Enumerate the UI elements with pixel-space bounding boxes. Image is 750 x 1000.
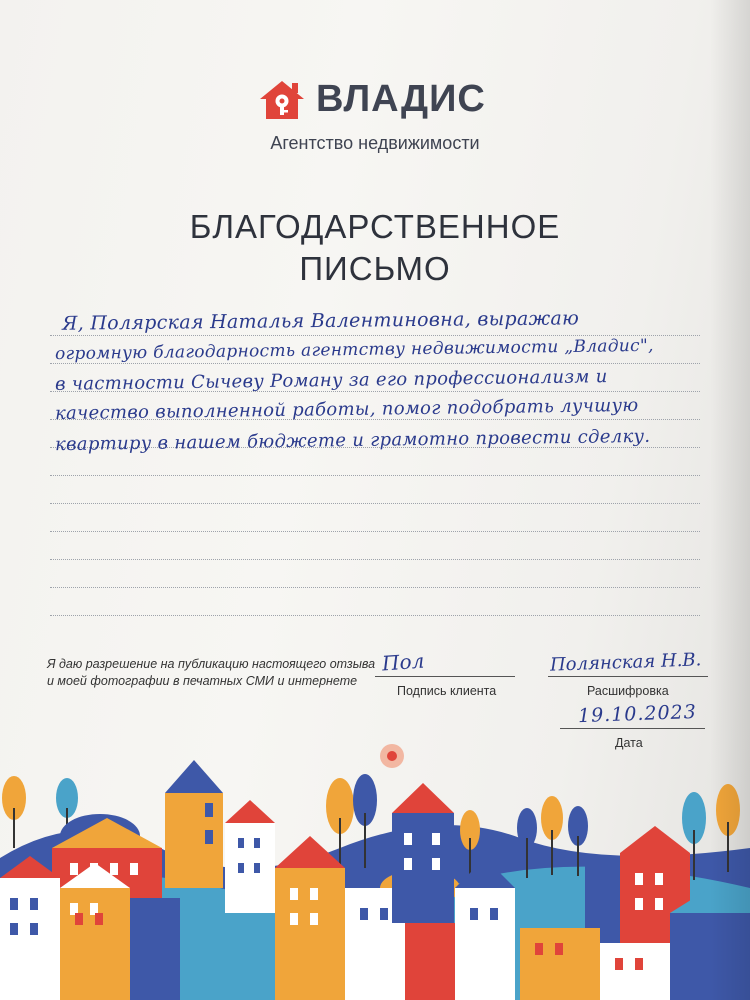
- handwritten-line: качество выполненной работы, помог подобрать лучшую: [54, 394, 639, 425]
- date-label: Дата: [615, 736, 643, 750]
- brand-name: ВЛАДИС: [316, 78, 486, 120]
- signature-label: Подпись клиента: [397, 684, 497, 698]
- ruled-line: [50, 475, 700, 476]
- house-key-icon: [258, 79, 306, 121]
- document-title-line1: БЛАГОДАРСТВЕННОЕ: [189, 208, 561, 245]
- handwritten-line: в частности Сычеву Роману за его профессионализм и: [54, 366, 608, 395]
- client-signature: Пол: [381, 648, 426, 676]
- handwritten-line: огромную благодарность агентству недвижимости „Владис",: [54, 335, 654, 365]
- ruled-line: [50, 615, 700, 616]
- decode-label: Расшифровка: [587, 684, 669, 698]
- ruled-line: [50, 503, 700, 504]
- handwritten-line: Я, Полярская Наталья Валентиновна, выражаю: [61, 307, 580, 335]
- date-line: [560, 728, 705, 729]
- ruled-line: [50, 559, 700, 560]
- signature-line: [375, 676, 515, 677]
- date-value: 19.10.2023: [577, 700, 698, 728]
- logo: [258, 78, 486, 121]
- decode-line: [548, 676, 708, 677]
- handwritten-line: квартиру в нашем бюджете и грамотно провести сделку.: [54, 425, 651, 456]
- page-fold-shadow: [710, 0, 750, 1000]
- consent-line1: Я даю разрешение на публикацию настоящего отзыва: [47, 657, 376, 671]
- ruled-line: [50, 531, 700, 532]
- tagline: Агентство недвижимости: [270, 133, 480, 153]
- city-illustration: [0, 738, 750, 1000]
- consent-text: [47, 656, 375, 690]
- name-decode: Полянская Н.В.: [549, 649, 702, 676]
- document-title-line2: ПИСЬМО: [299, 250, 451, 287]
- ruled-line: [50, 363, 700, 364]
- ruled-line: [50, 587, 700, 588]
- consent-line2: и моей фотографии в печатных СМИ и интернете: [47, 674, 358, 688]
